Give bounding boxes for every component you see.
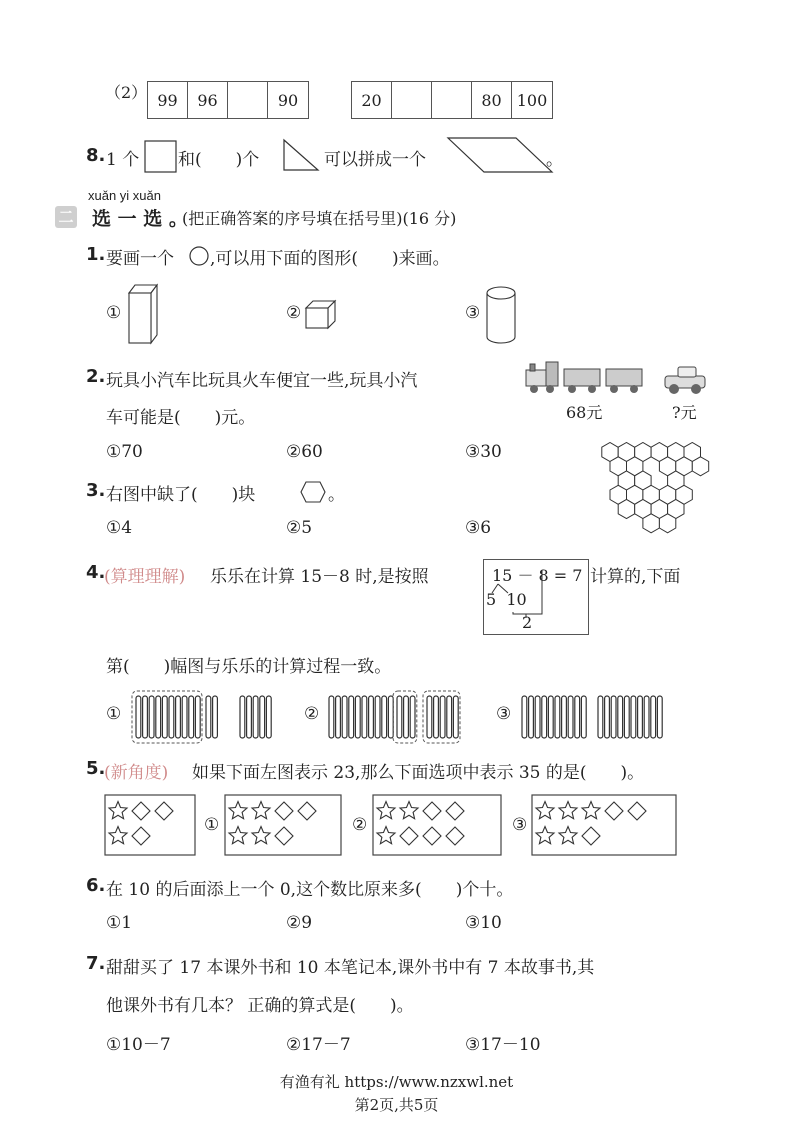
question-text: 要画一个	[106, 249, 174, 269]
option-3[interactable]: ③	[496, 704, 512, 724]
counting-stick	[206, 696, 211, 738]
counting-stick	[169, 696, 174, 738]
counting-stick	[329, 696, 334, 738]
sequence-blank-cell[interactable]	[227, 81, 268, 119]
sequence-row-2	[351, 81, 553, 119]
calculation-equation: 15 － 8 = 7	[492, 566, 583, 585]
sequence-blank-cell[interactable]	[391, 81, 432, 119]
hexagon-piece	[643, 514, 660, 533]
option-1[interactable]: ①	[106, 303, 122, 323]
page-number: 第2页,共5页	[354, 1096, 439, 1114]
counting-stick	[388, 696, 393, 738]
hexagon-icon	[300, 480, 326, 504]
counting-stick	[598, 696, 603, 738]
car-price-label: ?元	[672, 403, 697, 422]
counting-stick	[404, 696, 409, 738]
section-number-icon	[55, 206, 77, 228]
sequence-cell: 100	[511, 81, 553, 119]
sequence-blank-cell[interactable]	[431, 81, 472, 119]
counting-stick	[453, 696, 458, 738]
question-text: 可以拼成一个	[324, 150, 426, 170]
circle-shape-icon	[188, 245, 210, 267]
counting-stick	[542, 696, 547, 738]
question-text: 他课外书有几本？ 正确的算式是( )。	[106, 996, 414, 1016]
counting-stick	[562, 696, 567, 738]
counting-stick	[369, 696, 374, 738]
cube-icon	[304, 299, 338, 331]
counting-stick	[375, 696, 380, 738]
option-2[interactable]: ②	[286, 303, 302, 323]
question-text: ,可以用下面的图形( )来画。	[210, 249, 450, 269]
option-2[interactable]: ②9	[286, 913, 313, 933]
counting-stick	[149, 696, 154, 738]
question-text: 右图中缺了( )块	[106, 485, 256, 505]
counting-stick	[189, 696, 194, 738]
question-text: 在 10 的后面添上一个 0,这个数比原来多( )个十。	[106, 880, 514, 900]
question-text: 。	[328, 485, 345, 505]
option-3[interactable]: ③30	[465, 442, 502, 462]
sequence-cell: 90	[267, 81, 309, 119]
calculation-result: 2	[522, 613, 533, 632]
question-number: 5.	[86, 758, 106, 779]
question-tag: (新角度)	[104, 763, 169, 783]
option-2[interactable]: ②5	[286, 518, 313, 538]
square-shape-icon	[144, 140, 178, 174]
counting-stick	[440, 696, 445, 738]
sticks-figure-1	[128, 688, 288, 744]
counting-stick	[447, 696, 452, 738]
option-3[interactable]: ③10	[465, 913, 502, 933]
sequence-cell: 96	[187, 81, 228, 119]
question-1	[86, 244, 686, 274]
train-price-label: 68元	[566, 403, 603, 422]
option-2[interactable]: ②	[352, 815, 368, 835]
section-title: 选 一 选 。	[92, 208, 188, 230]
calculation-split: 5 10	[486, 590, 527, 609]
option-3[interactable]: ③6	[465, 518, 492, 538]
counting-stick	[182, 696, 187, 738]
counting-stick	[618, 696, 623, 738]
question-8	[86, 140, 686, 176]
calculation-box	[483, 559, 589, 635]
hexagon-piece	[692, 457, 708, 476]
counting-stick	[397, 696, 402, 738]
counting-stick	[336, 696, 341, 738]
question-3	[86, 480, 486, 510]
counting-stick	[638, 696, 643, 738]
sequence-cell: 80	[471, 81, 512, 119]
counting-stick	[535, 696, 540, 738]
option-2[interactable]: ②60	[286, 442, 323, 462]
option-2[interactable]: ②17－7	[286, 1035, 351, 1055]
question-text: 车可能是( )元。	[106, 408, 256, 428]
counting-stick	[434, 696, 439, 738]
sequence-cell: 20	[351, 81, 392, 119]
question-number: 7.	[86, 953, 106, 974]
section-number: 二	[58, 208, 74, 226]
question-number: 6.	[86, 875, 106, 896]
shape-box-border	[532, 795, 676, 855]
hexagon-puzzle-figure	[600, 442, 712, 548]
option-2[interactable]: ②	[304, 704, 320, 724]
counting-stick	[644, 696, 649, 738]
parallelogram-shape-icon	[446, 136, 556, 176]
counting-stick	[555, 696, 560, 738]
toy-train-icon	[520, 360, 650, 396]
section-pinyin: xuǎn yi xuǎn	[88, 188, 161, 203]
counting-stick	[611, 696, 616, 738]
counting-stick	[631, 696, 636, 738]
question-tag: (算理理解)	[104, 567, 186, 587]
counting-stick	[247, 696, 252, 738]
counting-stick	[529, 696, 534, 738]
counting-stick	[266, 696, 271, 738]
watermark-text: 有渔有礼 https://www.nzxwl.net	[279, 1073, 514, 1091]
triangle-shape-icon	[282, 138, 322, 174]
counting-stick	[136, 696, 141, 738]
counting-stick	[657, 696, 662, 738]
counting-stick	[568, 696, 573, 738]
star-diamond-option-box-2	[372, 794, 502, 856]
question-text: 计算的,下面	[590, 567, 681, 587]
counting-stick	[605, 696, 610, 738]
section-instruction: (把正确答案的序号填在括号里)(16 分)	[182, 209, 457, 228]
question-number: 1.	[86, 244, 106, 265]
counting-stick	[581, 696, 586, 738]
question-number: 3.	[86, 480, 106, 501]
question-text: 。	[546, 150, 563, 170]
counting-stick	[522, 696, 527, 738]
question-text: 乐乐在计算 15－8 时,是按照	[210, 567, 429, 587]
hexagon-piece	[618, 500, 635, 519]
counting-stick	[162, 696, 167, 738]
question-text: 和( )个	[178, 150, 260, 170]
question-text: 1 个	[106, 150, 140, 170]
question-text: 第( )幅图与乐乐的计算过程一致。	[106, 657, 392, 677]
question-number: 2.	[86, 366, 106, 387]
star-diamond-option-box-1	[224, 794, 342, 856]
counting-stick	[410, 696, 415, 738]
option-1[interactable]: ①	[204, 815, 220, 835]
question-text: 玩具小汽车比玩具火车便宜一些,玩具小汽	[106, 371, 418, 391]
counting-stick	[143, 696, 148, 738]
counting-stick	[260, 696, 265, 738]
option-3[interactable]: ③	[512, 815, 528, 835]
option-1[interactable]: ①	[106, 704, 122, 724]
option-1[interactable]: ①4	[106, 518, 133, 538]
star-diamond-option-box-3	[531, 794, 677, 856]
sticks-figure-3	[516, 688, 712, 744]
counting-stick	[575, 696, 580, 738]
counting-stick	[156, 696, 161, 738]
counting-stick	[362, 696, 367, 738]
option-3[interactable]: ③	[465, 303, 481, 323]
question-number: 4.	[86, 562, 106, 583]
counting-stick	[176, 696, 181, 738]
counting-stick	[349, 696, 354, 738]
cylinder-icon	[484, 285, 518, 347]
sequence-label: （2）	[105, 83, 148, 102]
shape-box-border	[373, 795, 501, 855]
question-text: 如果下面左图表示 23,那么下面选项中表示 35 的是( )。	[192, 763, 645, 783]
counting-stick	[427, 696, 432, 738]
cuboid-icon	[126, 281, 162, 347]
sequence-cell: 99	[147, 81, 188, 119]
hexagon-piece	[659, 514, 675, 533]
option-1[interactable]: ①70	[106, 442, 143, 462]
toy-car-icon	[662, 364, 710, 396]
question-number: 8.	[86, 145, 106, 166]
counting-stick	[651, 696, 656, 738]
option-3[interactable]: ③17－10	[465, 1035, 541, 1055]
sticks-figure-2	[323, 688, 483, 744]
star-diamond-example-box	[104, 794, 196, 856]
sequence-row-1	[147, 81, 309, 119]
counting-stick	[195, 696, 200, 738]
question-text: 甜甜买了 17 本课外书和 10 本笔记本,课外书中有 7 本故事书,其	[106, 958, 595, 978]
option-1[interactable]: ①10－7	[106, 1035, 171, 1055]
counting-stick	[548, 696, 553, 738]
counting-stick	[355, 696, 360, 738]
option-1[interactable]: ①1	[106, 913, 133, 933]
counting-stick	[624, 696, 629, 738]
counting-stick	[342, 696, 347, 738]
counting-stick	[253, 696, 258, 738]
counting-stick	[382, 696, 387, 738]
counting-stick	[213, 696, 218, 738]
counting-stick	[240, 696, 245, 738]
